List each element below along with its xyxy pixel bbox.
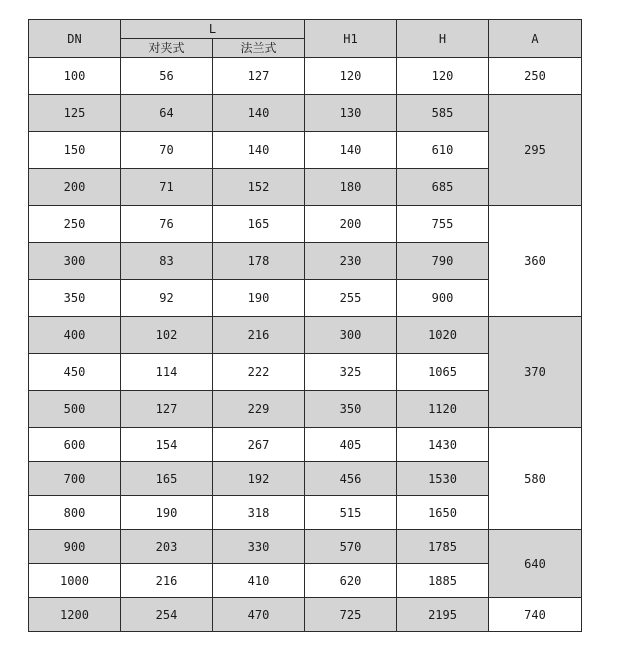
cell-h: 1065 xyxy=(397,354,489,391)
cell-a: 740 xyxy=(489,598,582,632)
table-row xyxy=(29,206,582,243)
cell-a: 360 xyxy=(489,206,582,317)
cell-l-wafer: 76 xyxy=(121,206,213,243)
cell-l-flange: 330 xyxy=(213,530,305,564)
cell-l-flange: 140 xyxy=(213,132,305,169)
cell-h1: 200 xyxy=(305,206,397,243)
cell-l-wafer: 71 xyxy=(121,169,213,206)
cell-l-wafer: 56 xyxy=(121,58,213,95)
cell-l-wafer: 154 xyxy=(121,428,213,462)
cell-dn: 125 xyxy=(29,95,121,132)
cell-h: 1885 xyxy=(397,564,489,598)
cell-h1: 130 xyxy=(305,95,397,132)
cell-dn: 700 xyxy=(29,462,121,496)
cell-h1: 325 xyxy=(305,354,397,391)
cell-h1: 515 xyxy=(305,496,397,530)
cell-l-flange: 470 xyxy=(213,598,305,632)
cell-dn: 100 xyxy=(29,58,121,95)
cell-l-wafer: 92 xyxy=(121,280,213,317)
cell-a: 370 xyxy=(489,317,582,428)
header-dn: DN xyxy=(29,20,121,58)
cell-l-flange: 222 xyxy=(213,354,305,391)
cell-h1: 140 xyxy=(305,132,397,169)
cell-h1: 255 xyxy=(305,280,397,317)
cell-dn: 900 xyxy=(29,530,121,564)
cell-h: 1120 xyxy=(397,391,489,428)
cell-h: 1785 xyxy=(397,530,489,564)
cell-l-flange: 410 xyxy=(213,564,305,598)
table-row xyxy=(29,317,582,354)
table-row xyxy=(29,95,582,132)
cell-h: 610 xyxy=(397,132,489,169)
cell-l-flange: 178 xyxy=(213,243,305,280)
cell-dn: 150 xyxy=(29,132,121,169)
cell-l-flange: 267 xyxy=(213,428,305,462)
valve-dimension-table xyxy=(28,19,582,632)
cell-dn: 500 xyxy=(29,391,121,428)
cell-h: 900 xyxy=(397,280,489,317)
cell-l-wafer: 254 xyxy=(121,598,213,632)
cell-l-flange: 190 xyxy=(213,280,305,317)
cell-h1: 570 xyxy=(305,530,397,564)
cell-l-wafer: 102 xyxy=(121,317,213,354)
cell-h: 685 xyxy=(397,169,489,206)
cell-h1: 725 xyxy=(305,598,397,632)
cell-h1: 180 xyxy=(305,169,397,206)
cell-h: 790 xyxy=(397,243,489,280)
cell-dn: 300 xyxy=(29,243,121,280)
table-row xyxy=(29,58,582,95)
cell-a: 250 xyxy=(489,58,582,95)
cell-l-wafer: 216 xyxy=(121,564,213,598)
cell-dn: 1000 xyxy=(29,564,121,598)
header-l-wafer: 对夹式 xyxy=(121,39,213,58)
cell-l-flange: 165 xyxy=(213,206,305,243)
cell-l-flange: 127 xyxy=(213,58,305,95)
cell-l-wafer: 64 xyxy=(121,95,213,132)
cell-dn: 1200 xyxy=(29,598,121,632)
table-row xyxy=(29,428,582,462)
header-h: H xyxy=(397,20,489,58)
cell-dn: 200 xyxy=(29,169,121,206)
cell-h: 1650 xyxy=(397,496,489,530)
cell-h1: 300 xyxy=(305,317,397,354)
cell-dn: 800 xyxy=(29,496,121,530)
header-a: A xyxy=(489,20,582,58)
cell-l-wafer: 114 xyxy=(121,354,213,391)
cell-h1: 350 xyxy=(305,391,397,428)
cell-l-flange: 192 xyxy=(213,462,305,496)
cell-h1: 405 xyxy=(305,428,397,462)
cell-l-wafer: 165 xyxy=(121,462,213,496)
cell-a: 295 xyxy=(489,95,582,206)
cell-l-flange: 216 xyxy=(213,317,305,354)
cell-l-wafer: 203 xyxy=(121,530,213,564)
cell-dn: 250 xyxy=(29,206,121,243)
cell-h: 2195 xyxy=(397,598,489,632)
cell-l-flange: 229 xyxy=(213,391,305,428)
cell-h1: 456 xyxy=(305,462,397,496)
cell-h1: 120 xyxy=(305,58,397,95)
cell-h: 1020 xyxy=(397,317,489,354)
cell-a: 580 xyxy=(489,428,582,530)
table-row xyxy=(29,530,582,564)
cell-dn: 400 xyxy=(29,317,121,354)
header-l: L xyxy=(121,20,305,39)
cell-l-flange: 140 xyxy=(213,95,305,132)
cell-h1: 230 xyxy=(305,243,397,280)
cell-h: 1530 xyxy=(397,462,489,496)
table-row xyxy=(29,598,582,632)
cell-l-wafer: 83 xyxy=(121,243,213,280)
header-l-flange: 法兰式 xyxy=(213,39,305,58)
cell-l-flange: 152 xyxy=(213,169,305,206)
header-h1: H1 xyxy=(305,20,397,58)
cell-h: 120 xyxy=(397,58,489,95)
cell-dn: 350 xyxy=(29,280,121,317)
cell-h1: 620 xyxy=(305,564,397,598)
cell-h: 1430 xyxy=(397,428,489,462)
cell-l-flange: 318 xyxy=(213,496,305,530)
cell-l-wafer: 70 xyxy=(121,132,213,169)
cell-l-wafer: 127 xyxy=(121,391,213,428)
cell-dn: 450 xyxy=(29,354,121,391)
cell-l-wafer: 190 xyxy=(121,496,213,530)
cell-h: 755 xyxy=(397,206,489,243)
cell-a: 640 xyxy=(489,530,582,598)
cell-dn: 600 xyxy=(29,428,121,462)
cell-h: 585 xyxy=(397,95,489,132)
